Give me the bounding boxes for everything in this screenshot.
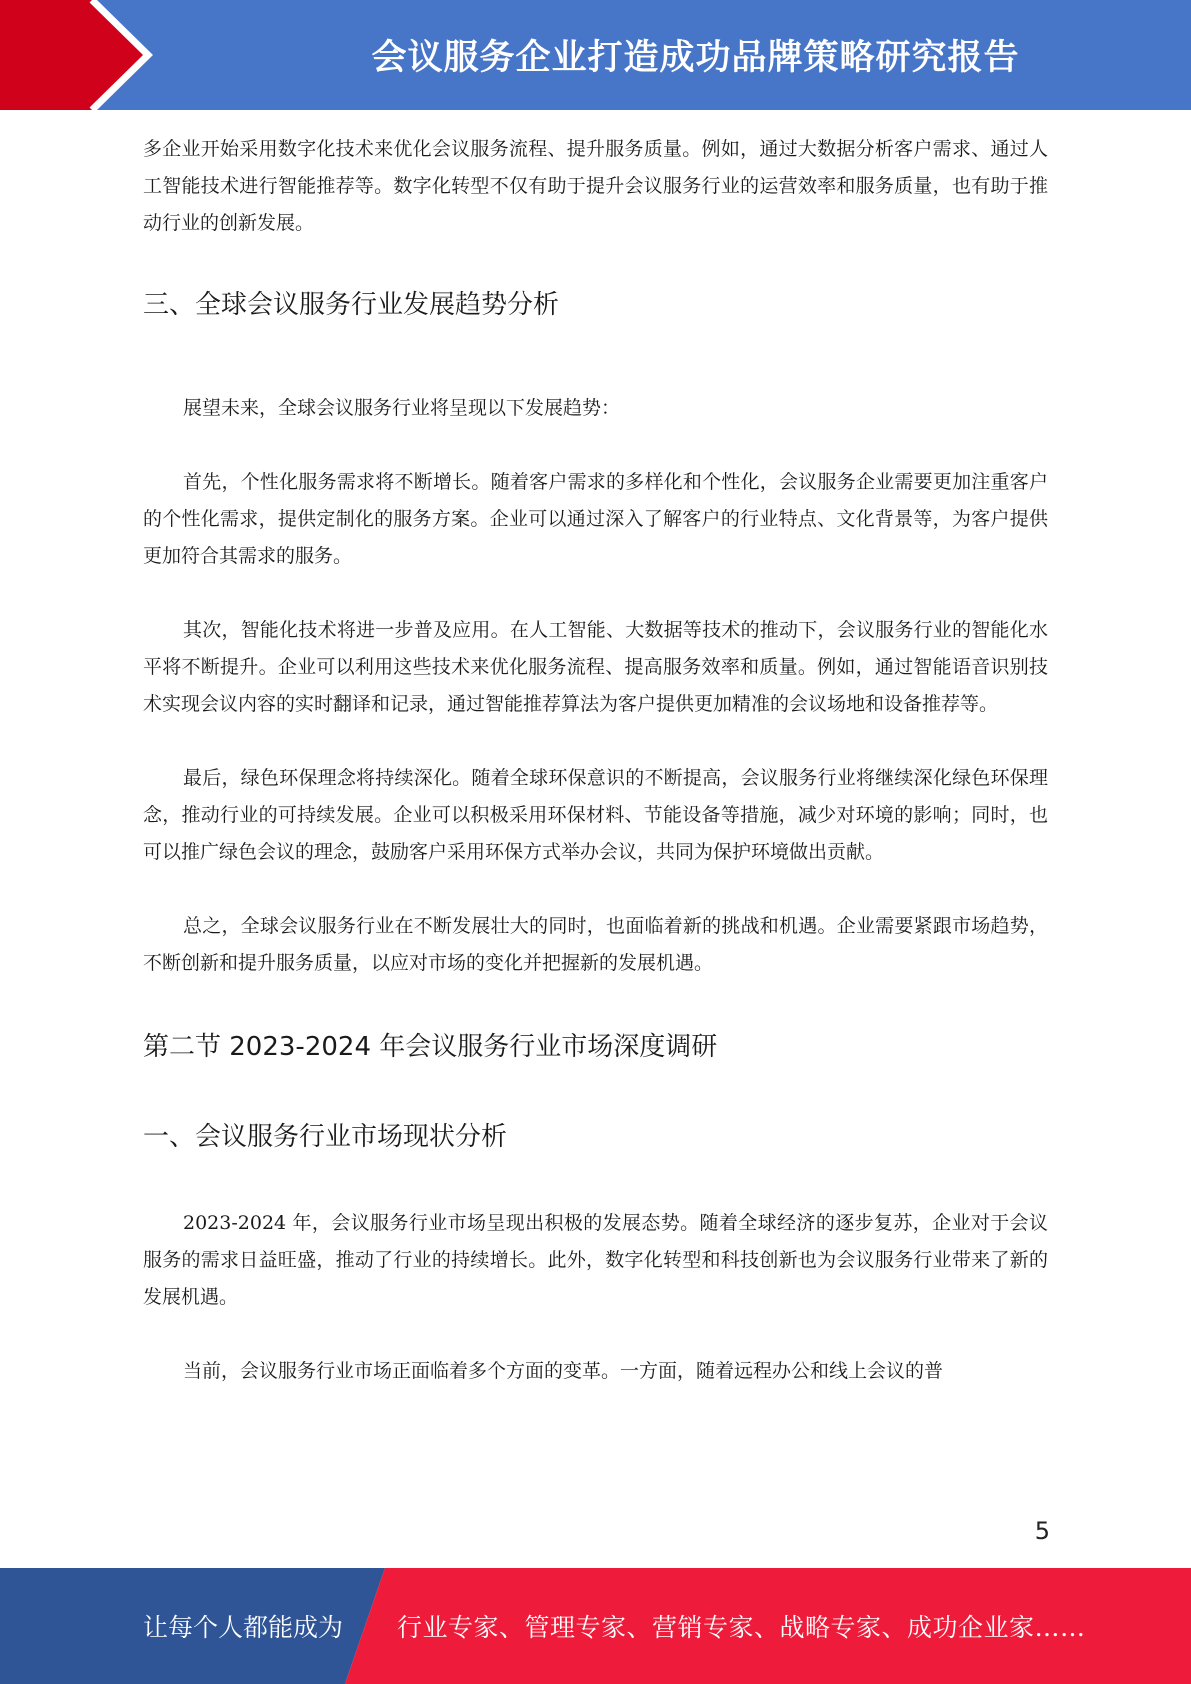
page-header <box>0 0 1191 110</box>
heading-global-trend: 三、全球会议服务行业发展趋势分析 <box>143 290 560 320</box>
paragraph-outlook: 展望未来，全球会议服务行业将呈现以下发展趋势： <box>183 397 621 419</box>
page-footer <box>0 1568 1191 1684</box>
footer-slogan-right: 行业专家、管理专家、营销专家、战略专家、成功企业家…… <box>397 1613 1086 1642</box>
paragraph-last-trend: 最后，绿色环保理念将持续深化。随着全球环保意识的不断提高，会议服务行业将继续深化绿色环保理念，推动行业的可持续发展。企业可以积极采用环保材料、节能设备等措施，减少对环境的影响；同时，也可以推广绿色会议的理念，鼓励客户采用环保方式举办会议，共同为保护环境做出贡献。 <box>143 767 1048 863</box>
document-body <box>143 131 1048 1390</box>
page-number: 5 <box>1034 1517 1050 1545</box>
paragraph-first-trend: 首先，个性化服务需求将不断增长。随着客户需求的多样化和个性化，会议服务企业需要更加注重客户的个性化需求，提供定制化的服务方案。企业可以通过深入了解客户的行业特点、文化背景等，为客户提供更加符合其需求的服务。 <box>143 471 1048 567</box>
paragraph-summary: 总之，全球会议服务行业在不断发展壮大的同时，也面临着新的挑战和机遇。企业需要紧跟市场趋势，不断创新和提升服务质量，以应对市场的变化并把握新的发展机遇。 <box>143 915 1048 974</box>
footer-slogan-left: 让每个人都能成为 <box>143 1613 344 1642</box>
paragraph-market-status: 2023-2024 年，会议服务行业市场呈现出积极的发展态势。随着全球经济的逐步复苏，企业对于会议服务的需求日益旺盛，推动了行业的持续增长。此外，数字化转型和科技创新也为会议服务行业带来了新的发展机遇。 <box>143 1212 1048 1308</box>
paragraph-intro: 多企业开始采用数字化技术来优化会议服务流程、提升服务质量。例如，通过大数据分析客户需求、通过人工智能技术进行智能推荐等。数字化转型不仅有助于提升会议服务行业的运营效率和服务质量，也有助于推动行业的创新发展。 <box>143 138 1048 234</box>
heading-market-status: 一、会议服务行业市场现状分析 <box>143 1122 508 1152</box>
paragraph-second-trend: 其次，智能化技术将进一步普及应用。在人工智能、大数据等技术的推动下，会议服务行业的智能化水平将不断提升。企业可以利用这些技术来优化服务流程、提高服务效率和质量。例如，通过智能语音识别技术实现会议内容的实时翻译和记录，通过智能推荐算法为客户提供更加精准的会议场地和设备推荐等。 <box>143 619 1048 715</box>
paragraph-current-changes: 当前，会议服务行业市场正面临着多个方面的变革。一方面，随着远程办公和线上会议的普 <box>183 1360 944 1382</box>
report-title: 会议服务企业打造成功品牌策略研究报告 <box>371 38 1020 78</box>
heading-section-two: 第二节 2023-2024 年会议服务行业市场深度调研 <box>143 1032 718 1062</box>
